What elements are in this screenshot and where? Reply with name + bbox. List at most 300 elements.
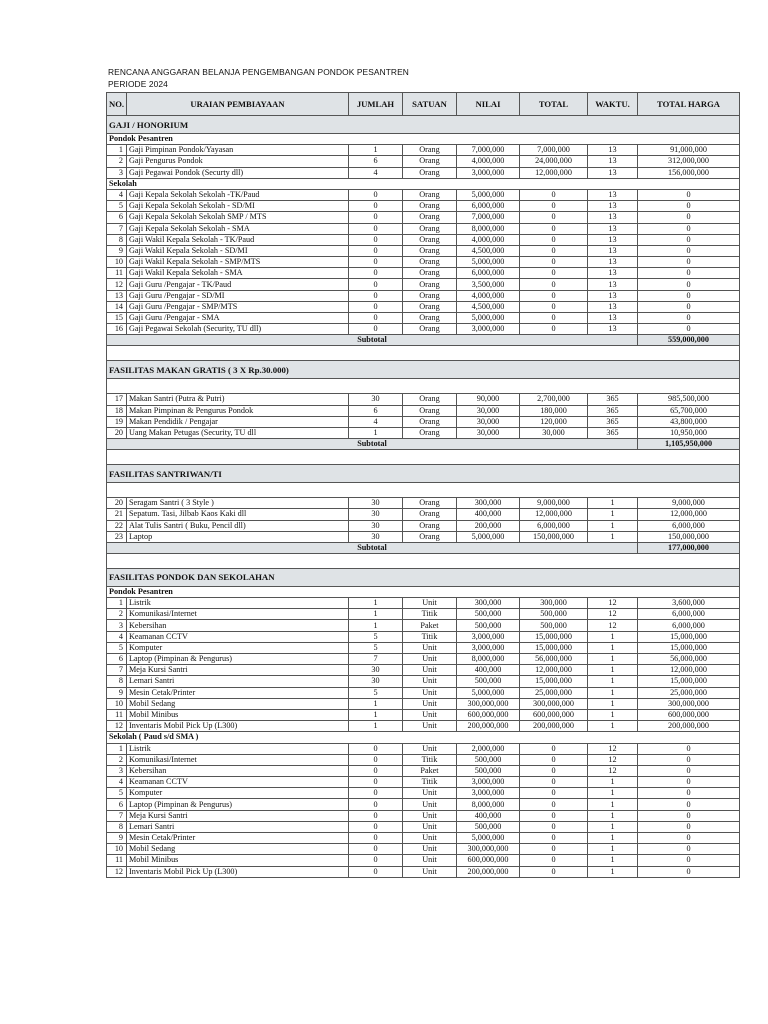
row-waktu: 1	[588, 788, 638, 799]
row-total: 0	[520, 788, 588, 799]
subtotal-label: Subtotal	[107, 335, 638, 346]
table-row	[107, 833, 740, 844]
row-nilai: 5,000,000	[457, 531, 520, 542]
row-no: 10	[107, 698, 127, 709]
row-total-harga: 200,000,000	[638, 721, 740, 732]
row-waktu: 1	[588, 676, 638, 687]
row-no: 18	[107, 405, 127, 416]
row-no: 3	[107, 620, 127, 631]
row-total-harga: 0	[638, 866, 740, 877]
row-waktu: 13	[588, 279, 638, 290]
row-total-harga: 150,000,000	[638, 531, 740, 542]
row-satuan: Unit	[403, 709, 457, 720]
row-total-harga: 0	[638, 234, 740, 245]
table-row	[107, 765, 740, 776]
row-satuan: Titik	[403, 754, 457, 765]
subsection-heading-row	[107, 178, 740, 189]
row-total-harga: 65,700,000	[638, 405, 740, 416]
row-nilai: 300,000,000	[457, 698, 520, 709]
row-uraian: Laptop (Pimpinan & Pengurus)	[127, 799, 349, 810]
row-no: 4	[107, 189, 127, 200]
row-satuan: Unit	[403, 698, 457, 709]
row-no: 17	[107, 394, 127, 405]
row-satuan: Unit	[403, 598, 457, 609]
row-total: 9,000,000	[520, 498, 588, 509]
row-total: 0	[520, 866, 588, 877]
row-uraian: Gaji Guru /Pengajar - SD/MI	[127, 290, 349, 301]
row-satuan: Unit	[403, 799, 457, 810]
row-satuan: Unit	[403, 788, 457, 799]
row-total-harga: 600,000,000	[638, 709, 740, 720]
row-uraian: Listrik	[127, 743, 349, 754]
row-total-harga: 0	[638, 245, 740, 256]
row-jumlah: 5	[349, 642, 403, 653]
row-no: 9	[107, 245, 127, 256]
row-nilai: 3,000,000	[457, 167, 520, 178]
row-total-harga: 0	[638, 257, 740, 268]
table-row	[107, 290, 740, 301]
row-total-harga: 0	[638, 268, 740, 279]
row-total-harga: 0	[638, 777, 740, 788]
row-waktu: 13	[588, 201, 638, 212]
row-uraian: Gaji Pengurus Pondok	[127, 156, 349, 167]
row-satuan: Unit	[403, 821, 457, 832]
row-no: 4	[107, 777, 127, 788]
row-jumlah: 1	[349, 709, 403, 720]
row-total-harga: 0	[638, 855, 740, 866]
row-waktu: 1	[588, 531, 638, 542]
section-heading-row	[107, 465, 740, 483]
row-nilai: 200,000,000	[457, 866, 520, 877]
row-no: 8	[107, 821, 127, 832]
row-uraian: Uang Makan Petugas (Security, TU dll	[127, 427, 349, 438]
row-uraian: Komunikasi/Internet	[127, 609, 349, 620]
row-uraian: Makan Pendidik / Pengajar	[127, 416, 349, 427]
row-no: 21	[107, 509, 127, 520]
row-uraian: Sepatum. Tasi, Jilbab Kaos Kaki dll	[127, 509, 349, 520]
row-satuan: Unit	[403, 844, 457, 855]
table-row	[107, 743, 740, 754]
subsection-heading: Pondok Pesantren	[107, 134, 740, 145]
subtotal-row	[107, 439, 740, 450]
subtotal-value: 1,105,950,000	[638, 439, 740, 450]
row-satuan: Unit	[403, 866, 457, 877]
row-total: 15,000,000	[520, 631, 588, 642]
row-waktu: 1	[588, 665, 638, 676]
row-nilai: 30,000	[457, 405, 520, 416]
row-jumlah: 0	[349, 799, 403, 810]
row-satuan: Unit	[403, 810, 457, 821]
row-waktu: 13	[588, 301, 638, 312]
row-total-harga: 0	[638, 810, 740, 821]
row-jumlah: 0	[349, 743, 403, 754]
row-total-harga: 0	[638, 290, 740, 301]
row-satuan: Unit	[403, 665, 457, 676]
row-total-harga: 43,800,000	[638, 416, 740, 427]
row-nilai: 4,500,000	[457, 245, 520, 256]
row-satuan: Orang	[403, 531, 457, 542]
row-nilai: 5,000,000	[457, 189, 520, 200]
row-nilai: 6,000,000	[457, 268, 520, 279]
table-row	[107, 754, 740, 765]
table-body	[107, 116, 740, 878]
row-uraian: Komputer	[127, 788, 349, 799]
row-satuan: Orang	[403, 234, 457, 245]
row-nilai: 2,000,000	[457, 743, 520, 754]
document-title-line2: PERIODE 2024	[108, 79, 168, 89]
row-waktu: 1	[588, 498, 638, 509]
row-satuan: Unit	[403, 721, 457, 732]
row-nilai: 400,000	[457, 810, 520, 821]
row-no: 1	[107, 145, 127, 156]
row-no: 6	[107, 212, 127, 223]
table-row	[107, 245, 740, 256]
row-no: 5	[107, 642, 127, 653]
row-total: 0	[520, 855, 588, 866]
row-jumlah: 30	[349, 509, 403, 520]
row-uraian: Gaji Kepala Sekolah Sekolah SMP / MTS	[127, 212, 349, 223]
row-jumlah: 0	[349, 212, 403, 223]
spacer-cell	[107, 346, 740, 361]
row-no: 13	[107, 290, 127, 301]
row-jumlah: 0	[349, 754, 403, 765]
row-total-harga: 0	[638, 324, 740, 335]
row-satuan: Paket	[403, 620, 457, 631]
row-nilai: 4,000,000	[457, 234, 520, 245]
row-uraian: Mobil Sedang	[127, 698, 349, 709]
row-jumlah: 1	[349, 721, 403, 732]
row-waktu: 1	[588, 687, 638, 698]
row-no: 6	[107, 654, 127, 665]
document-title-line1: RENCANA ANGGARAN BELANJA PENGEMBANGAN PONDOK PESANTREN	[108, 67, 409, 77]
row-satuan: Orang	[403, 279, 457, 290]
row-waktu: 12	[588, 743, 638, 754]
table-row	[107, 654, 740, 665]
section-heading-row	[107, 568, 740, 586]
table-row	[107, 189, 740, 200]
row-no: 10	[107, 844, 127, 855]
row-total-harga: 0	[638, 833, 740, 844]
table-row	[107, 844, 740, 855]
row-waktu: 1	[588, 509, 638, 520]
table-row	[107, 821, 740, 832]
row-total: 0	[520, 844, 588, 855]
row-nilai: 5,000,000	[457, 313, 520, 324]
row-no: 1	[107, 743, 127, 754]
row-satuan: Orang	[403, 145, 457, 156]
row-total: 25,000,000	[520, 687, 588, 698]
row-satuan: Unit	[403, 743, 457, 754]
table-row	[107, 405, 740, 416]
row-uraian: Mesin Cetak/Printer	[127, 833, 349, 844]
row-satuan: Unit	[403, 676, 457, 687]
row-jumlah: 1	[349, 427, 403, 438]
row-uraian: Gaji Wakil Kepala Sekolah - SMP/MTS	[127, 257, 349, 268]
row-total: 12,000,000	[520, 167, 588, 178]
table-row	[107, 268, 740, 279]
row-jumlah: 0	[349, 189, 403, 200]
row-waktu: 1	[588, 833, 638, 844]
header-no: NO.	[107, 93, 127, 116]
row-uraian: Keamanan CCTV	[127, 777, 349, 788]
row-uraian: Listrik	[127, 598, 349, 609]
row-jumlah: 5	[349, 687, 403, 698]
table-row	[107, 698, 740, 709]
row-waktu: 12	[588, 598, 638, 609]
row-satuan: Orang	[403, 201, 457, 212]
row-total-harga: 25,000,000	[638, 687, 740, 698]
row-nilai: 600,000,000	[457, 709, 520, 720]
row-nilai: 5,000,000	[457, 687, 520, 698]
row-uraian: Meja Kursi Santri	[127, 665, 349, 676]
table-row	[107, 416, 740, 427]
row-satuan: Unit	[403, 855, 457, 866]
row-total: 0	[520, 189, 588, 200]
row-jumlah: 0	[349, 810, 403, 821]
table-row	[107, 313, 740, 324]
row-uraian: Lemari Santri	[127, 821, 349, 832]
row-satuan: Orang	[403, 212, 457, 223]
header-uraian: URAIAN PEMBIAYAAN	[127, 93, 349, 116]
subsection-heading-row	[107, 134, 740, 145]
row-nilai: 3,000,000	[457, 631, 520, 642]
row-jumlah: 0	[349, 290, 403, 301]
row-no: 3	[107, 765, 127, 776]
row-waktu: 1	[588, 721, 638, 732]
row-nilai: 500,000	[457, 754, 520, 765]
row-satuan: Orang	[403, 167, 457, 178]
row-total-harga: 0	[638, 279, 740, 290]
row-total-harga: 0	[638, 301, 740, 312]
row-total: 6,000,000	[520, 520, 588, 531]
subtotal-value: 559,000,000	[638, 335, 740, 346]
table-row	[107, 866, 740, 877]
row-satuan: Orang	[403, 290, 457, 301]
row-uraian: Alat Tulis Santri ( Buku, Pencil dll)	[127, 520, 349, 531]
table-row	[107, 709, 740, 720]
subsection-heading: Pondok Pesantren	[107, 586, 740, 597]
table-row	[107, 234, 740, 245]
subsection-heading-row	[107, 732, 740, 743]
row-total: 0	[520, 212, 588, 223]
row-nilai: 300,000	[457, 498, 520, 509]
row-jumlah: 1	[349, 598, 403, 609]
row-waktu: 1	[588, 654, 638, 665]
row-uraian: Mobil Minibus	[127, 855, 349, 866]
row-total-harga: 0	[638, 844, 740, 855]
row-total: 0	[520, 223, 588, 234]
row-waktu: 13	[588, 245, 638, 256]
row-total-harga: 985,500,000	[638, 394, 740, 405]
spacer-cell	[107, 553, 740, 568]
row-total: 24,000,000	[520, 156, 588, 167]
row-total: 56,000,000	[520, 654, 588, 665]
row-total: 7,000,000	[520, 145, 588, 156]
header-total-harga: TOTAL HARGA	[638, 93, 740, 116]
subsection-heading-row	[107, 586, 740, 597]
row-nilai: 4,500,000	[457, 301, 520, 312]
row-satuan: Orang	[403, 324, 457, 335]
row-satuan: Orang	[403, 394, 457, 405]
row-nilai: 3,000,000	[457, 324, 520, 335]
table-row	[107, 212, 740, 223]
row-satuan: Orang	[403, 427, 457, 438]
section-heading: FASILITAS SANTRIWAN/TI	[107, 465, 740, 483]
row-waktu: 13	[588, 324, 638, 335]
row-jumlah: 0	[349, 788, 403, 799]
row-jumlah: 0	[349, 855, 403, 866]
row-no: 12	[107, 866, 127, 877]
row-total: 0	[520, 743, 588, 754]
table-row	[107, 810, 740, 821]
row-uraian: Mesin Cetak/Printer	[127, 687, 349, 698]
row-total: 0	[520, 777, 588, 788]
row-satuan: Orang	[403, 189, 457, 200]
row-total-harga: 3,600,000	[638, 598, 740, 609]
row-uraian: Gaji Guru /Pengajar - SMP/MTS	[127, 301, 349, 312]
row-satuan: Orang	[403, 268, 457, 279]
row-no: 6	[107, 799, 127, 810]
document-title	[108, 66, 409, 90]
row-no: 7	[107, 665, 127, 676]
row-no: 11	[107, 268, 127, 279]
row-uraian: Gaji Kepala Sekolah Sekolah - SD/MI	[127, 201, 349, 212]
table-row	[107, 609, 740, 620]
row-nilai: 200,000	[457, 520, 520, 531]
row-jumlah: 30	[349, 498, 403, 509]
row-waktu: 13	[588, 313, 638, 324]
table-row	[107, 855, 740, 866]
row-waktu: 12	[588, 754, 638, 765]
row-waktu: 13	[588, 234, 638, 245]
table-row	[107, 301, 740, 312]
row-no: 8	[107, 676, 127, 687]
row-jumlah: 1	[349, 620, 403, 631]
row-jumlah: 30	[349, 676, 403, 687]
row-nilai: 30,000	[457, 427, 520, 438]
row-uraian: Kebersihan	[127, 765, 349, 776]
row-uraian: Seragam Santri ( 3 Style )	[127, 498, 349, 509]
row-total-harga: 156,000,000	[638, 167, 740, 178]
spacer-row	[107, 483, 740, 498]
table-row	[107, 777, 740, 788]
table-row	[107, 631, 740, 642]
row-satuan: Unit	[403, 687, 457, 698]
row-uraian: Gaji Wakil Kepala Sekolah - TK/Paud	[127, 234, 349, 245]
row-jumlah: 7	[349, 654, 403, 665]
spacer-row	[107, 450, 740, 465]
row-total-harga: 15,000,000	[638, 676, 740, 687]
row-no: 20	[107, 498, 127, 509]
row-jumlah: 30	[349, 531, 403, 542]
row-nilai: 3,000,000	[457, 788, 520, 799]
row-nilai: 500,000	[457, 821, 520, 832]
row-nilai: 6,000,000	[457, 201, 520, 212]
row-total: 0	[520, 313, 588, 324]
row-no: 14	[107, 301, 127, 312]
row-nilai: 5,000,000	[457, 833, 520, 844]
row-no: 9	[107, 687, 127, 698]
row-waktu: 12	[588, 620, 638, 631]
row-satuan: Orang	[403, 416, 457, 427]
row-jumlah: 4	[349, 416, 403, 427]
row-uraian: Gaji Kepala Sekolah Sekolah -TK/Paud	[127, 189, 349, 200]
row-waktu: 1	[588, 799, 638, 810]
row-waktu: 365	[588, 427, 638, 438]
table-row	[107, 531, 740, 542]
row-uraian: Kebersihan	[127, 620, 349, 631]
row-jumlah: 0	[349, 777, 403, 788]
row-total-harga: 0	[638, 765, 740, 776]
row-total-harga: 15,000,000	[638, 631, 740, 642]
row-jumlah: 0	[349, 765, 403, 776]
row-no: 3	[107, 167, 127, 178]
row-uraian: Makan Pimpinan & Pengurus Pondok	[127, 405, 349, 416]
header-waktu: WAKTU.	[588, 93, 638, 116]
row-satuan: Orang	[403, 223, 457, 234]
row-uraian: Mobil Minibus	[127, 709, 349, 720]
row-waktu: 1	[588, 698, 638, 709]
row-no: 7	[107, 223, 127, 234]
section-heading: GAJI / HONORIUM	[107, 116, 740, 134]
row-uraian: Makan Santri (Putra & Putri)	[127, 394, 349, 405]
row-nilai: 8,000,000	[457, 223, 520, 234]
row-jumlah: 0	[349, 245, 403, 256]
row-nilai: 3,000,000	[457, 642, 520, 653]
row-waktu: 1	[588, 777, 638, 788]
row-waktu: 1	[588, 642, 638, 653]
budget-table	[106, 92, 740, 878]
row-satuan: Orang	[403, 405, 457, 416]
row-jumlah: 0	[349, 324, 403, 335]
row-uraian: Komputer	[127, 642, 349, 653]
row-jumlah: 0	[349, 279, 403, 290]
row-no: 15	[107, 313, 127, 324]
row-waktu: 1	[588, 631, 638, 642]
row-waktu: 1	[588, 810, 638, 821]
row-uraian: Komunikasi/Internet	[127, 754, 349, 765]
row-total: 0	[520, 324, 588, 335]
row-total-harga: 312,000,000	[638, 156, 740, 167]
row-nilai: 3,500,000	[457, 279, 520, 290]
row-total-harga: 9,000,000	[638, 498, 740, 509]
header-nilai: NILAI	[457, 93, 520, 116]
row-uraian: Inventaris Mobil Pick Up (L300)	[127, 721, 349, 732]
row-total: 0	[520, 754, 588, 765]
table-row	[107, 520, 740, 531]
row-total-harga: 0	[638, 743, 740, 754]
row-total: 12,000,000	[520, 665, 588, 676]
table-row	[107, 620, 740, 631]
row-total: 0	[520, 301, 588, 312]
table-row	[107, 156, 740, 167]
row-total-harga: 300,000,000	[638, 698, 740, 709]
row-jumlah: 4	[349, 167, 403, 178]
row-waktu: 13	[588, 189, 638, 200]
row-waktu: 1	[588, 520, 638, 531]
row-satuan: Paket	[403, 765, 457, 776]
row-total: 0	[520, 257, 588, 268]
row-total-harga: 12,000,000	[638, 509, 740, 520]
row-waktu: 13	[588, 145, 638, 156]
row-no: 1	[107, 598, 127, 609]
table-row	[107, 676, 740, 687]
row-nilai: 500,000	[457, 676, 520, 687]
row-total: 150,000,000	[520, 531, 588, 542]
row-satuan: Titik	[403, 631, 457, 642]
row-nilai: 200,000,000	[457, 721, 520, 732]
row-total: 0	[520, 799, 588, 810]
